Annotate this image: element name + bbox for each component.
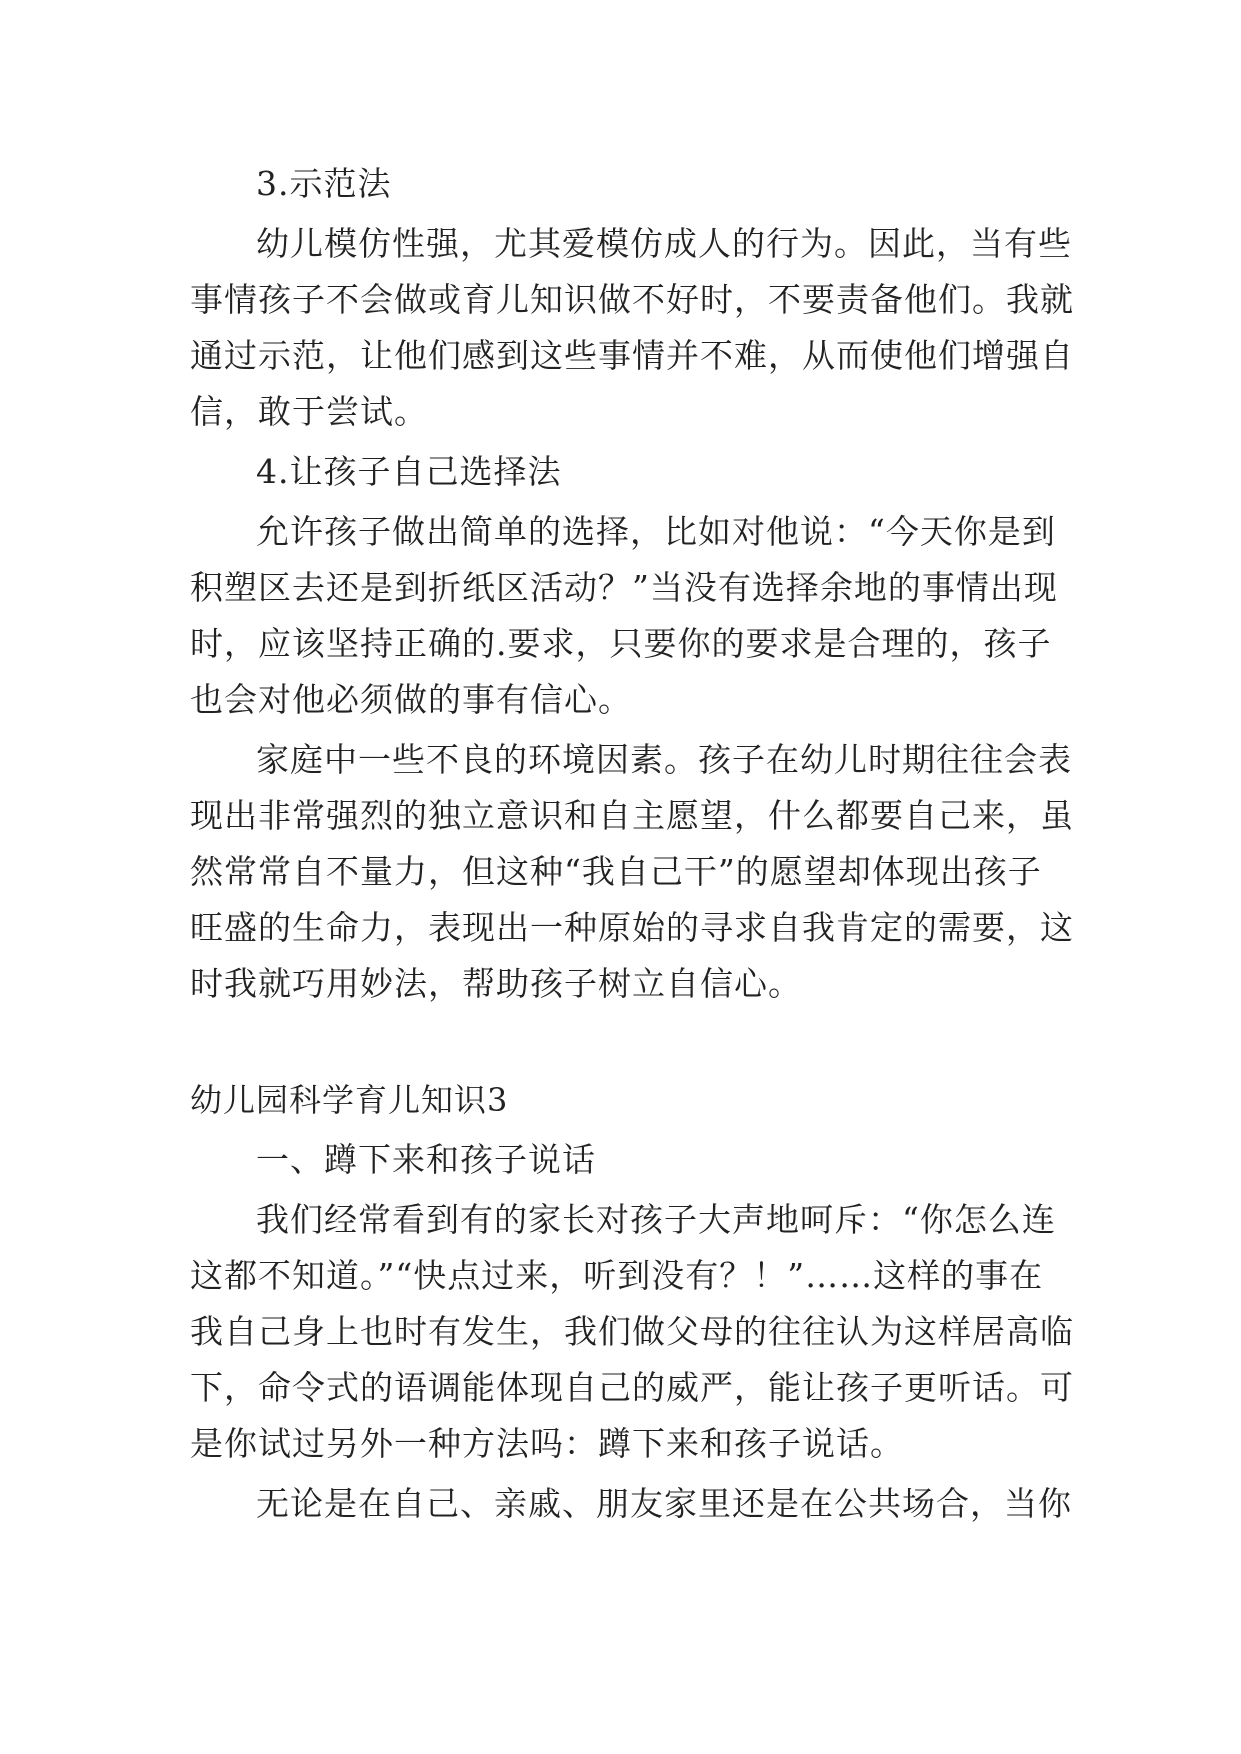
paragraph-line: 下，命令式的语调能体现自己的威严，能让孩子更听话。可: [190, 1368, 1074, 1407]
paragraph-line: 旺盛的生命力，表现出一种原始的寻求自我肯定的需要，这: [190, 908, 1074, 947]
paragraph-line: 我自己身上也时有发生，我们做父母的往往认为这样居高临: [190, 1312, 1074, 1351]
paragraph-line: 通过示范，让他们感到这些事情并不难，从而使他们增强自: [190, 336, 1074, 375]
paragraph-line: 我们经常看到有的家长对孩子大声地呵斥：“你怎么连: [256, 1200, 1056, 1239]
paragraph-line: 家庭中一些不良的环境因素。孩子在幼儿时期往往会表: [256, 740, 1072, 779]
paragraph-line: 事情孩子不会做或育儿知识做不好时，不要责备他们。我就: [190, 280, 1074, 319]
paragraph-line: 也会对他必须做的事有信心。: [190, 680, 632, 719]
paragraph-line: 时，应该坚持正确的.要求，只要你的要求是合理的，孩子: [190, 624, 1052, 663]
section-heading-self-choice: 4.让孩子自己选择法: [256, 452, 562, 491]
paragraph-line: 幼儿模仿性强，尤其爱模仿成人的行为。因此，当有些: [256, 224, 1072, 263]
article-title: 幼儿园科学育儿知识3: [190, 1081, 509, 1119]
section-heading-squat-down: 一、蹲下来和孩子说话: [256, 1140, 596, 1179]
section-heading-demonstration: 3.示范法: [256, 164, 392, 203]
paragraph-line: 是你试过另外一种方法吗：蹲下来和孩子说话。: [190, 1424, 904, 1463]
paragraph-line: 时我就巧用妙法，帮助孩子树立自信心。: [190, 964, 802, 1003]
paragraph-line: 然常常自不量力，但这种“我自己干”的愿望却体现出孩子: [190, 852, 1042, 891]
paragraph-line: 现出非常强烈的独立意识和自主愿望，什么都要自己来，虽: [190, 796, 1074, 835]
paragraph-line: 积塑区去还是到折纸区活动？”当没有选择余地的事情出现: [190, 568, 1058, 607]
paragraph-line: 允许孩子做出简单的选择，比如对他说：“今天你是到: [256, 512, 1056, 551]
paragraph-line: 这都不知道。”“快点过来，听到没有？！”……这样的事在: [190, 1256, 1044, 1295]
paragraph-line: 信，敢于尝试。: [190, 392, 428, 431]
paragraph-line: 无论是在自己、亲戚、朋友家里还是在公共场合，当你: [256, 1484, 1072, 1523]
